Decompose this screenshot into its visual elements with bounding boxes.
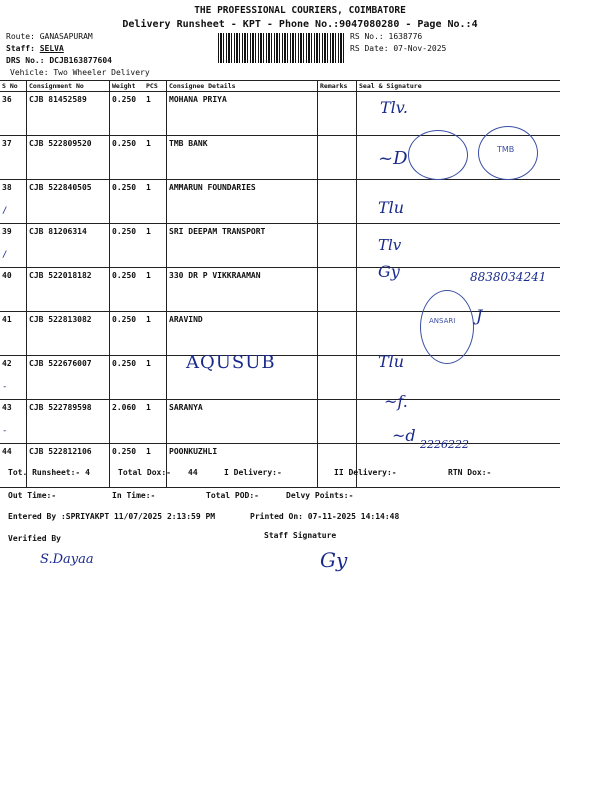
stamp-text: TMB [497,145,515,154]
remarks-cell [318,136,357,180]
weight-cell: 2.060 [110,400,145,444]
remarks-cell [318,312,357,356]
col-sno: S No [0,81,27,92]
consignment-cell: CJB 522789598 [27,400,110,444]
handwritten-signature: Tlu [378,352,405,371]
table-row [0,180,560,224]
rs-number: RS No.: 1638776 [350,32,423,41]
vehicle-label: Vehicle: Two Wheeler Delivery [10,68,150,77]
total-pod: Total POD:- [206,491,259,500]
printed-on: Printed On: 07-11-2025 14:14:48 [250,512,400,521]
handwritten-signature: ~d [392,426,416,445]
pcs-cell: 1 [144,356,167,400]
stamp-text: ANSARI [429,317,456,325]
consignee-cell: SRI DEEPAM TRANSPORT [167,224,318,268]
consignee-cell: 330 DR P VIKKRAAMAN [167,268,318,312]
consignment-cell: CJB 522840505 [27,180,110,224]
col-consignment: Consignment No [27,81,110,92]
remarks-cell [318,356,357,400]
rtn-dox: RTN Dox:- [448,468,492,477]
drs-number: DRS No.: DCJB163877604 [6,56,112,65]
rs-date: RS Date: 07-Nov-2025 [350,44,447,53]
remarks-cell [318,444,357,488]
table-row [0,356,560,400]
staff-signature-label: Staff Signature [264,531,337,540]
handwritten-consignee: AQUSUB [186,352,276,373]
tick-mark: / [2,250,8,260]
runsheet-table [0,80,560,488]
staff-value: SELVA [39,44,64,53]
tick-mark: - [2,426,8,436]
handwritten-signature: Gy [378,262,400,281]
col-weight: Weight [110,81,145,92]
consignee-cell: AMMARUN FOUNDARIES [167,180,318,224]
seal-stamp [420,290,474,364]
consignment-cell: CJB 81452589 [27,92,110,136]
table-row [0,136,560,180]
entered-by: Entered By :SPRIYAKPT 11/07/2025 2:13:59 PM [8,512,216,521]
pcs-cell: 1 [144,224,167,268]
col-consignee: Consignee Details [167,81,318,92]
company-title: THE PROFESSIONAL COURIERS, COIMBATORE [194,5,406,16]
sno-cell: 37 [0,136,27,180]
sno-cell: 44 [0,444,27,488]
consignee-cell: POONKUZHLI [167,444,318,488]
handwritten-signature: ~D [378,148,408,169]
weight-cell: 0.250 [110,356,145,400]
handwritten-signature: Tlv [378,236,402,254]
col-remarks: Remarks [318,81,357,92]
sno-cell: 40 [0,268,27,312]
pcs-cell: 1 [144,180,167,224]
handwritten-number: 2226222 [420,438,469,451]
total-runsheet: Tot. Runsheet:- 4 [8,468,90,477]
table-row [0,444,560,488]
table-row [0,400,560,444]
pcs-cell: 1 [144,400,167,444]
pcs-cell: 1 [144,444,167,488]
consignee-cell: MOHANA PRIYA [167,92,318,136]
weight-cell: 0.250 [110,180,145,224]
verified-by: Verified By [8,534,61,543]
remarks-cell [318,400,357,444]
handwritten-signature: ~f. [384,392,408,411]
ii-delivery: II Delivery:- [334,468,397,477]
consignment-cell: CJB 522813082 [27,312,110,356]
consignment-cell: CJB 81206314 [27,224,110,268]
col-pcs: PCS [144,81,167,92]
pcs-cell: 1 [144,92,167,136]
pcs-cell: 1 [144,268,167,312]
tick-mark: / [2,206,8,216]
consignment-cell: CJB 522676007 [27,356,110,400]
remarks-cell [318,92,357,136]
sno-cell: 36 [0,92,27,136]
sno-cell: 38 / [0,180,27,224]
staff-line [6,44,64,53]
sno-cell: 39 / [0,224,27,268]
barcode-image [218,33,344,63]
remarks-cell [318,180,357,224]
delvy-points: Delvy Points:- [286,491,354,500]
weight-cell: 0.250 [110,136,145,180]
consignment-cell: CJB 522018182 [27,268,110,312]
weight-cell: 0.250 [110,224,145,268]
staff-signature: Gy [320,548,348,572]
consignee-cell: ARAVIND [167,312,318,356]
in-time: In Time:- [112,491,156,500]
remarks-cell [318,268,357,312]
sno-cell: 42 - [0,356,27,400]
total-dox-label: Total Dox:- [118,468,171,477]
staff-label: Staff: [6,44,40,53]
seal-stamp [408,130,468,180]
handwritten-signature: J [476,306,483,325]
consignment-cell: CJB 522809520 [27,136,110,180]
pcs-cell: 1 [144,312,167,356]
consignment-cell: CJB 522812106 [27,444,110,488]
out-time: Out Time:- [8,491,57,500]
weight-cell: 0.250 [110,312,145,356]
consignee-cell: SARANYA [167,400,318,444]
col-seal-signature: Seal & Signature [357,81,561,92]
runsheet-subtitle: Delivery Runsheet - KPT - Phone No.:9047080280 - Page No.:4 [122,19,478,30]
pcs-cell: 1 [144,136,167,180]
table-row [0,92,560,136]
handwritten-signature: Tlv. [380,98,409,117]
sno-cell: 43 - [0,400,27,444]
route-label: Route: GANASAPURAM [6,32,93,41]
handwritten-phone: 8838034241 [470,270,547,284]
weight-cell: 0.250 [110,268,145,312]
table-row [0,224,560,268]
handwritten-signature: Tlu [378,198,405,217]
verified-signature: S.Dayaa [40,552,94,567]
weight-cell: 0.250 [110,444,145,488]
total-dox-value: 44 [188,468,198,477]
consignee-cell: TMB BANK [167,136,318,180]
weight-cell: 0.250 [110,92,145,136]
sno-cell: 41 [0,312,27,356]
remarks-cell [318,224,357,268]
tick-mark: - [2,382,8,392]
table-header-row [0,81,560,92]
seal-stamp [478,126,538,180]
i-delivery: I Delivery:- [224,468,282,477]
